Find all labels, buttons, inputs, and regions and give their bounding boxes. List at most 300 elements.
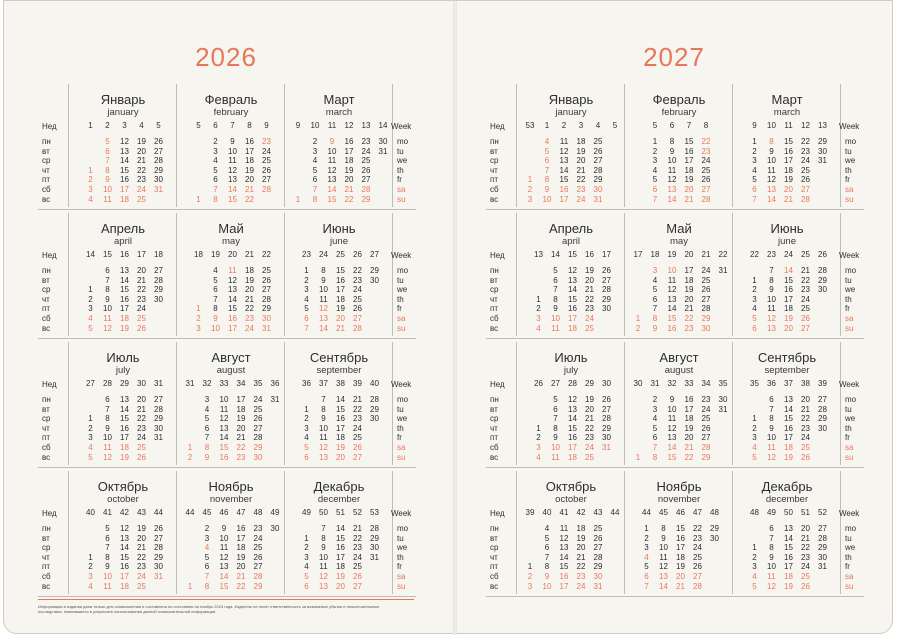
day-cell: 9 [105, 294, 110, 304]
weekday-label-en: su [397, 194, 406, 204]
day-cell: 19 [120, 323, 129, 333]
day-cell: 20 [801, 395, 810, 404]
day-cell: 22 [576, 175, 586, 185]
weekday-label: сб [42, 185, 51, 194]
day-cell: 23 [137, 294, 146, 304]
week-number: 49 [270, 508, 280, 517]
weekday-label-en: mo [397, 266, 409, 275]
day-cell: 20 [137, 395, 146, 404]
week-number: 6 [669, 121, 675, 130]
day-cell: 16 [568, 304, 577, 314]
day-cell: 4 [204, 404, 210, 414]
day-cell: 10 [542, 581, 552, 591]
weekday-label-en: sa [397, 572, 406, 581]
month-name-en: july [563, 365, 579, 376]
day-cell: 25 [137, 314, 146, 323]
weekday-label-en: fr [845, 433, 850, 443]
day-cell: 30 [253, 452, 263, 462]
weekday-label: вт [42, 533, 50, 543]
day-cell: 4 [304, 433, 309, 443]
weekday-label-en: mo [397, 395, 409, 404]
day-cell: 3 [536, 314, 541, 323]
day-cell: 14 [559, 165, 569, 175]
week-number: 39 [353, 379, 362, 388]
day-cell: 8 [321, 404, 326, 414]
day-cell: 24 [245, 323, 254, 333]
day-cell: 15 [120, 165, 129, 175]
week-number: 50 [319, 508, 328, 517]
day-cell: 27 [262, 285, 271, 295]
day-cell: 7 [204, 433, 210, 443]
day-cell: 23 [353, 275, 362, 285]
day-cell: 9 [769, 285, 774, 295]
day-cell: 25 [701, 165, 711, 175]
day-cell: 10 [219, 533, 229, 543]
day-cell: 13 [120, 533, 129, 543]
day-cell: 29 [818, 543, 827, 553]
day-cell: 17 [245, 146, 254, 156]
weekday-label-en: Week [839, 509, 860, 518]
week-number: 29 [120, 379, 129, 388]
day-cell: 12 [103, 452, 112, 462]
day-cell: 26 [353, 572, 362, 581]
grid-divider [392, 84, 393, 207]
day-cell: 21 [676, 581, 685, 591]
month-name-en: february [213, 107, 249, 118]
day-cell: 16 [684, 146, 694, 156]
day-cell: 14 [784, 533, 793, 543]
day-cell: 7 [105, 543, 110, 553]
weekday-label: чт [42, 165, 50, 175]
day-cell: 12 [120, 524, 129, 533]
day-cell: 6 [752, 323, 757, 333]
day-cell: 14 [559, 552, 569, 562]
week-number: 20 [684, 250, 694, 259]
day-cell: 6 [544, 543, 550, 553]
grid-divider [284, 213, 285, 336]
weekday-label-en: sa [845, 314, 854, 323]
day-cell: 22 [353, 404, 362, 414]
day-cell: 1 [527, 562, 533, 572]
day-cell: 11 [219, 404, 229, 414]
weekday-label: пт [490, 304, 498, 314]
week-number: 9 [264, 121, 269, 130]
day-cell: 29 [154, 285, 163, 295]
day-cell: 12 [120, 137, 129, 146]
day-cell: 5 [553, 395, 558, 404]
weekday-label-en: fr [845, 175, 850, 185]
weekday-label: вт [490, 146, 498, 156]
day-cell: 30 [818, 423, 827, 433]
weekday-label: пн [490, 395, 499, 404]
day-cell: 11 [767, 165, 776, 175]
weekday-label-en: su [397, 452, 406, 462]
row-divider [486, 467, 864, 468]
day-cell: 28 [693, 581, 702, 591]
day-cell: 21 [137, 156, 146, 166]
week-number: 5 [652, 121, 658, 130]
week-number: 45 [659, 508, 668, 517]
day-cell: 22 [137, 285, 146, 295]
day-cell: 26 [262, 275, 271, 285]
weekday-label-en: Week [391, 509, 412, 518]
month-name-en: september [316, 365, 362, 376]
day-cell: 17 [784, 156, 793, 166]
day-cell: 20 [784, 323, 793, 333]
day-cell: 8 [204, 581, 210, 591]
weekday-label-en: th [845, 294, 852, 304]
week-number: 10 [767, 121, 776, 130]
day-cell: 1 [196, 194, 201, 204]
week-number: 1 [88, 121, 93, 130]
weekday-label: чт [42, 294, 50, 304]
day-cell: 10 [659, 543, 668, 553]
day-cell: 20 [684, 294, 694, 304]
day-cell: 29 [818, 275, 827, 285]
month-name: Май [218, 221, 244, 236]
day-cell: 4 [752, 443, 757, 452]
month-may [178, 211, 284, 338]
day-cell: 6 [312, 175, 318, 185]
day-cell: 17 [684, 156, 694, 166]
weekday-label-en: th [845, 165, 852, 175]
weekday-label: сб [490, 185, 499, 194]
day-cell: 24 [353, 552, 362, 562]
day-cell: 1 [295, 194, 301, 204]
month-july [518, 340, 624, 467]
day-cell: 28 [253, 572, 263, 581]
day-cell: 18 [120, 314, 129, 323]
week-number: 16 [120, 250, 129, 259]
month-name: Январь [548, 92, 594, 107]
weekday-label-en: su [397, 323, 406, 333]
month-name: Апрель [548, 221, 594, 236]
grid-divider [392, 342, 393, 465]
weekday-label-en: su [845, 194, 854, 204]
day-cell: 16 [336, 275, 345, 285]
day-cell: 2 [752, 552, 757, 562]
day-cell: 19 [137, 137, 146, 146]
day-cell: 24 [353, 285, 362, 295]
month-september [286, 340, 392, 467]
day-cell: 20 [801, 524, 810, 533]
day-cell: 4 [652, 414, 658, 424]
day-cell: 2 [304, 275, 309, 285]
row-divider [486, 209, 864, 210]
month-november [626, 469, 732, 596]
day-cell: 29 [361, 194, 371, 204]
day-cell: 26 [801, 452, 810, 462]
week-number: 44 [642, 508, 651, 517]
grid-divider [284, 342, 285, 465]
day-cell: 15 [568, 423, 577, 433]
day-cell: 6 [652, 185, 658, 194]
day-cell: 6 [213, 285, 218, 295]
day-cell: 5 [304, 443, 309, 452]
month-name: Март [323, 92, 355, 107]
day-cell: 30 [718, 395, 728, 404]
day-cell: 24 [693, 543, 702, 553]
month-december [286, 469, 392, 596]
row-divider [486, 596, 864, 597]
day-cell: 17 [236, 533, 246, 543]
day-cell: 23 [701, 395, 711, 404]
day-cell: 11 [228, 156, 237, 166]
day-cell: 2 [304, 414, 309, 424]
week-number: 48 [253, 508, 263, 517]
day-cell: 13 [667, 294, 677, 304]
day-cell: 30 [262, 314, 271, 323]
day-cell: 12 [319, 443, 328, 452]
day-cell: 17 [120, 185, 129, 194]
day-cell: 4 [652, 275, 658, 285]
week-number: 40 [86, 508, 95, 517]
day-cell: 3 [752, 156, 757, 166]
day-cell: 5 [652, 423, 658, 433]
month-name-en: march [325, 107, 353, 118]
day-cell: 14 [667, 194, 677, 204]
day-cell: 27 [701, 433, 711, 443]
day-cell: 21 [236, 572, 246, 581]
day-cell: 4 [752, 572, 757, 581]
day-cell: 7 [553, 285, 558, 295]
week-number: 44 [154, 508, 163, 517]
day-cell: 28 [370, 395, 379, 404]
day-cell: 19 [784, 314, 793, 323]
weekday-label: чт [490, 165, 498, 175]
day-cell: 5 [752, 314, 757, 323]
day-cell: 13 [784, 395, 793, 404]
day-cell: 7 [105, 156, 110, 166]
day-cell: 17 [336, 285, 345, 295]
footer-rule [38, 599, 414, 600]
week-number: 25 [801, 250, 810, 259]
week-number: 49 [767, 508, 776, 517]
day-cell: 5 [304, 572, 309, 581]
month-name: Сентябрь [309, 350, 369, 365]
month-name: Январь [100, 92, 146, 107]
weekday-label: пн [490, 266, 499, 275]
weekday-label-en: fr [397, 304, 402, 314]
grid-divider [284, 84, 285, 207]
day-cell: 4 [544, 524, 550, 533]
weekday-label: сб [42, 572, 51, 581]
day-cell: 27 [593, 543, 603, 553]
month-name-en: january [555, 107, 587, 118]
day-cell: 19 [245, 165, 254, 175]
day-cell: 1 [304, 266, 309, 275]
day-cell: 19 [236, 414, 246, 424]
weekday-label-en: su [845, 323, 854, 333]
week-number: 34 [701, 379, 711, 388]
day-cell: 18 [336, 562, 345, 572]
weekday-label: вт [490, 533, 498, 543]
day-cell: 19 [676, 562, 685, 572]
day-cell: 31 [378, 146, 388, 156]
day-cell: 12 [568, 395, 577, 404]
day-cell: 29 [262, 304, 271, 314]
day-cell: 23 [361, 137, 371, 146]
day-cell: 14 [667, 443, 677, 452]
weekday-label-en: tu [845, 404, 852, 414]
month-name-en: october [107, 494, 139, 505]
day-cell: 29 [701, 314, 711, 323]
week-number: 37 [784, 379, 793, 388]
day-cell: 6 [553, 404, 558, 414]
day-cell: 12 [219, 414, 229, 424]
week-number: 31 [650, 379, 660, 388]
day-cell: 24 [137, 304, 146, 314]
day-cell: 7 [105, 404, 110, 414]
weekday-label: Нед [42, 251, 57, 260]
day-cell: 18 [120, 443, 129, 452]
week-number: 39 [525, 508, 535, 517]
day-cell: 20 [245, 285, 254, 295]
day-cell: 24 [361, 146, 371, 156]
day-cell: 23 [801, 146, 810, 156]
day-cell: 31 [818, 562, 827, 572]
day-cell: 30 [593, 572, 603, 581]
day-cell: 11 [767, 304, 776, 314]
day-cell: 18 [120, 581, 129, 591]
month-name-en: january [107, 107, 139, 118]
day-cell: 10 [767, 156, 776, 166]
week-number: 8 [247, 121, 252, 130]
day-cell: 21 [245, 185, 254, 194]
day-cell: 9 [321, 275, 326, 285]
day-cell: 2 [527, 572, 533, 581]
week-number: 52 [818, 508, 827, 517]
day-cell: 20 [576, 543, 586, 553]
day-cell: 6 [769, 395, 774, 404]
day-cell: 21 [137, 543, 146, 553]
day-cell: 30 [593, 185, 603, 194]
month-name: Октябрь [97, 479, 149, 494]
row-divider [38, 338, 416, 339]
grid-divider [392, 213, 393, 336]
day-cell: 21 [245, 294, 254, 304]
day-cell: 30 [154, 423, 163, 433]
day-cell: 16 [667, 323, 677, 333]
day-cell: 25 [585, 323, 594, 333]
day-cell: 13 [568, 275, 577, 285]
day-cell: 5 [204, 414, 210, 424]
week-number: 22 [262, 250, 271, 259]
weekday-label-en: tu [397, 146, 404, 156]
day-cell: 19 [585, 266, 594, 275]
month-october [70, 469, 176, 596]
day-cell: 10 [103, 185, 112, 194]
day-cell: 22 [693, 524, 702, 533]
day-cell: 25 [801, 443, 810, 452]
grid-divider [516, 342, 517, 465]
day-cell: 3 [304, 285, 309, 295]
day-cell: 2 [88, 562, 93, 572]
week-number: 27 [370, 250, 379, 259]
day-cell: 11 [767, 572, 776, 581]
day-cell: 14 [228, 185, 237, 194]
day-cell: 12 [659, 562, 668, 572]
weekday-label: вт [42, 146, 50, 156]
day-cell: 29 [710, 524, 719, 533]
day-cell: 27 [253, 423, 263, 433]
day-cell: 2 [752, 285, 757, 295]
day-cell: 20 [336, 314, 345, 323]
day-cell: 8 [652, 314, 658, 323]
weekday-label-en: fr [397, 562, 402, 572]
day-cell: 24 [137, 572, 146, 581]
day-cell: 31 [593, 194, 603, 204]
day-cell: 19 [245, 275, 254, 285]
month-february [178, 82, 284, 209]
day-cell: 14 [319, 323, 328, 333]
day-cell: 26 [253, 552, 263, 562]
day-cell: 23 [262, 137, 271, 146]
day-cell: 1 [652, 137, 658, 146]
day-cell: 7 [544, 165, 550, 175]
day-cell: 8 [213, 194, 218, 204]
day-cell: 16 [559, 185, 569, 194]
weekday-label-en: fr [845, 562, 850, 572]
day-cell: 30 [378, 137, 388, 146]
day-cell: 20 [576, 156, 586, 166]
day-cell: 15 [219, 581, 229, 591]
day-cell: 9 [769, 552, 774, 562]
day-cell: 16 [120, 562, 129, 572]
day-cell: 1 [88, 285, 93, 295]
week-number: 12 [344, 121, 354, 130]
day-cell: 21 [137, 404, 146, 414]
day-cell: 21 [784, 194, 793, 204]
day-cell: 21 [576, 552, 586, 562]
weekday-label: вс [42, 323, 51, 333]
day-cell: 31 [262, 323, 271, 333]
day-cell: 19 [336, 572, 345, 581]
day-cell: 3 [88, 572, 93, 581]
day-cell: 26 [701, 285, 711, 295]
day-cell: 10 [327, 146, 337, 156]
day-cell: 28 [593, 552, 603, 562]
day-cell: 13 [568, 404, 577, 414]
day-cell: 2 [312, 137, 318, 146]
week-number: 43 [137, 508, 146, 517]
day-cell: 18 [684, 275, 694, 285]
day-cell: 4 [536, 452, 541, 462]
grid-divider [840, 471, 841, 594]
day-cell: 9 [321, 543, 326, 553]
day-cell: 10 [667, 266, 677, 275]
day-cell: 21 [801, 266, 810, 275]
day-cell: 26 [154, 524, 163, 533]
day-cell: 11 [667, 414, 677, 424]
day-cell: 22 [684, 452, 694, 462]
weekday-label-en: tu [845, 275, 852, 285]
day-cell: 24 [137, 433, 146, 443]
day-cell: 12 [767, 581, 776, 591]
day-cell: 25 [353, 433, 362, 443]
day-cell: 15 [784, 414, 793, 424]
weekday-label: вс [490, 194, 499, 204]
weekday-label-en: th [845, 423, 852, 433]
week-number: 2 [105, 121, 110, 130]
day-cell: 20 [336, 452, 345, 462]
day-cell: 17 [784, 433, 793, 443]
day-cell: 27 [701, 294, 711, 304]
day-cell: 7 [105, 275, 110, 285]
day-cell: 12 [219, 552, 229, 562]
day-cell: 4 [88, 314, 93, 323]
week-number: 50 [784, 508, 793, 517]
